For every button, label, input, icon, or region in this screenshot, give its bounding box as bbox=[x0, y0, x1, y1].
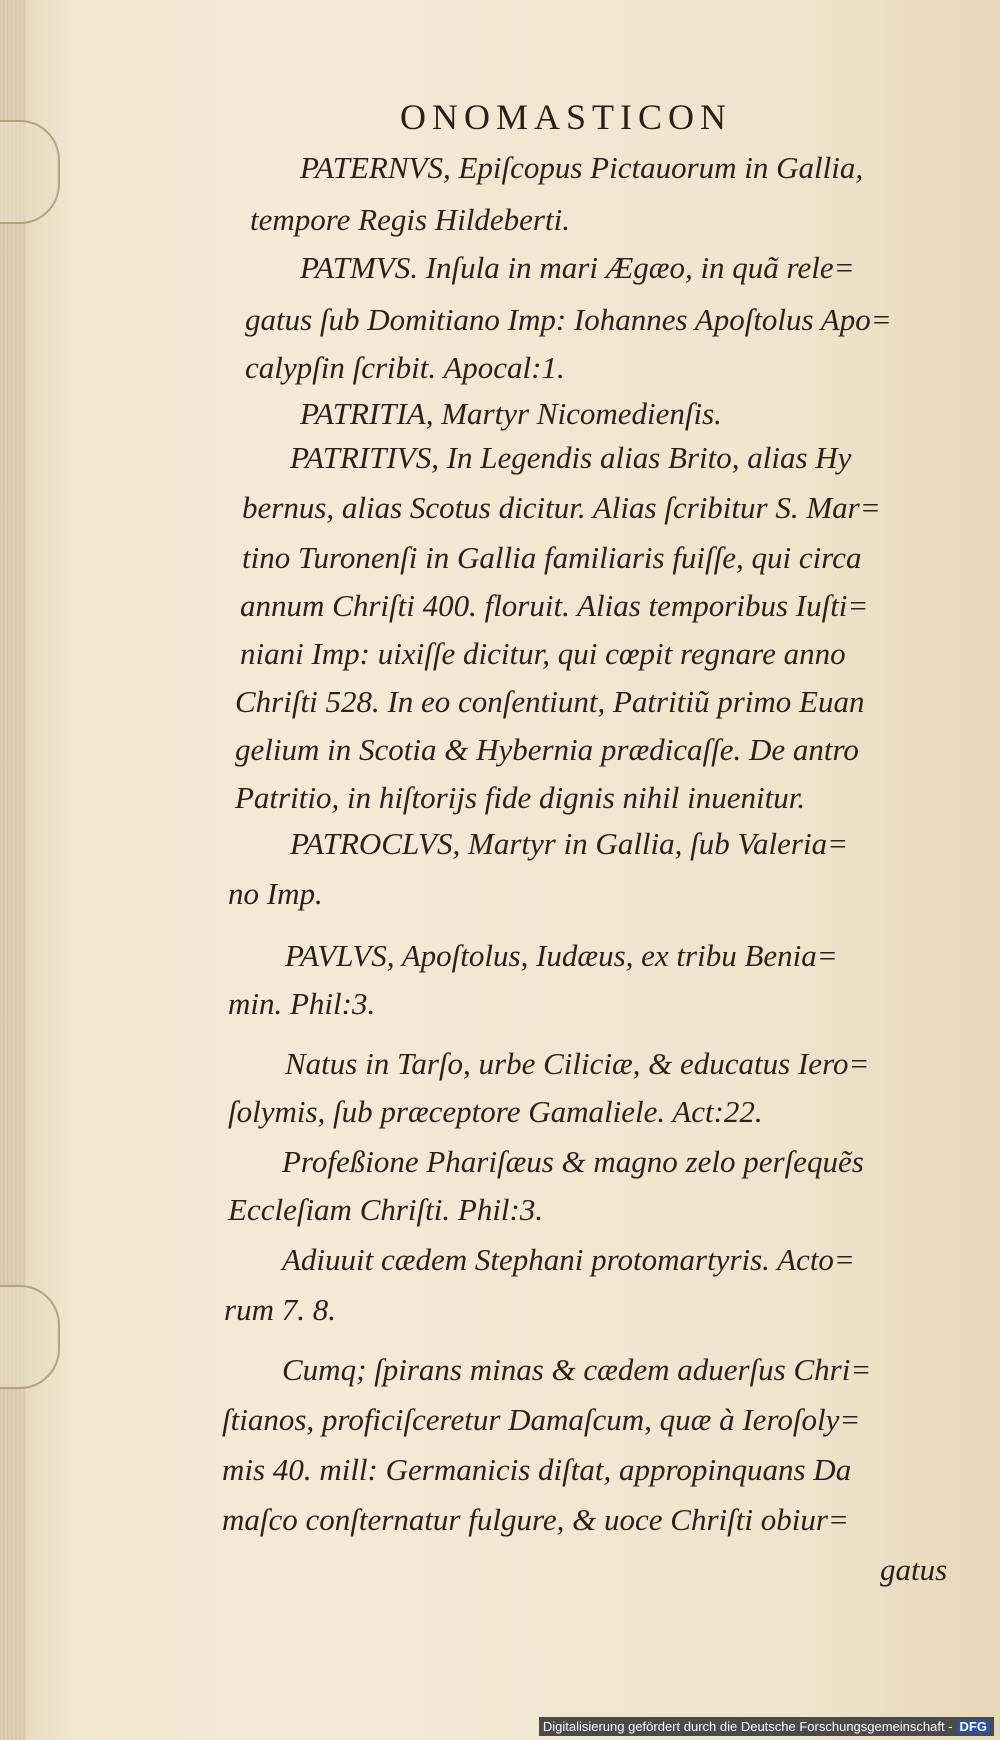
text-line: niani Imp: uixiſſe dicitur, qui cœpit regnare anno bbox=[240, 636, 846, 671]
text-line: PATERNVS, Epiſcopus Pictauorum in Gallia, bbox=[300, 150, 864, 185]
clasp-upper bbox=[0, 120, 60, 224]
clasp-lower bbox=[0, 1285, 60, 1389]
text-line: ſolymis, ſub præceptore Gamaliele. Act:22. bbox=[228, 1094, 763, 1129]
text-line: Cumq; ſpirans minas & cædem aduerſus Chri= bbox=[282, 1352, 872, 1387]
text-line: no Imp. bbox=[228, 876, 323, 911]
catchword: gatus bbox=[880, 1552, 948, 1587]
dfg-logo: DFG bbox=[957, 1719, 990, 1734]
text-line: ſtianos, proficiſceretur Damaſcum, quæ à Ieroſoly= bbox=[222, 1402, 861, 1437]
digitization-credit bbox=[539, 1717, 994, 1736]
text-line: gatus ſub Domitiano Imp: Iohannes Apoſtolus Apo= bbox=[245, 302, 892, 337]
text-line: Chriſti 528. In eo conſentiunt, Patritiũ primo Euan bbox=[235, 684, 865, 719]
text-line: annum Chriſti 400. floruit. Alias temporibus Iuſti= bbox=[240, 588, 869, 623]
text-line: PATRITIVS, In Legendis alias Brito, alias Hy bbox=[290, 440, 852, 475]
text-line: Profeßione Phariſæus & magno zelo perſequẽs bbox=[282, 1144, 864, 1179]
text-line: calypſin ſcribit. Apocal:1. bbox=[245, 350, 565, 385]
text-line: maſco conſternatur fulgure, & uoce Chriſti obiur= bbox=[222, 1502, 849, 1537]
running-header: ONOMASTICON bbox=[400, 97, 733, 137]
text-line: rum 7. 8. bbox=[224, 1292, 336, 1327]
text-line: PATMVS. Inſula in mari Ægæo, in quã rele= bbox=[300, 250, 855, 285]
text-line: tempore Regis Hildeberti. bbox=[250, 202, 570, 237]
text-line: Adiuuit cædem Stephani protomartyris. Acto= bbox=[282, 1242, 855, 1277]
footer-text: Digitalisierung gefördert durch die Deutsche Forschungsgemeinschaft - bbox=[542, 1719, 953, 1734]
text-line: PATROCLVS, Martyr in Gallia, ſub Valeria= bbox=[290, 826, 848, 861]
text-line: mis 40. mill: Germanicis diſtat, appropinquans Da bbox=[222, 1452, 852, 1487]
text-line: tino Turonenſi in Gallia familiaris fuiſſe, qui circa bbox=[242, 540, 862, 575]
text-line: Eccleſiam Chriſti. Phil:3. bbox=[228, 1192, 544, 1227]
text-line: PAVLVS, Apoſtolus, Iudæus, ex tribu Benia= bbox=[285, 938, 838, 973]
text-line: Patritio, in hiſtorijs fide dignis nihil inuenitur. bbox=[235, 780, 806, 815]
text-line: PATRITIA, Martyr Nicomedienſis. bbox=[300, 396, 722, 431]
text-line: Natus in Tarſo, urbe Ciliciæ, & educatus Iero= bbox=[285, 1046, 870, 1081]
text-line: gelium in Scotia & Hybernia prædicaſſe. De antro bbox=[235, 732, 859, 767]
text-line: min. Phil:3. bbox=[228, 986, 376, 1021]
page-edges bbox=[0, 0, 26, 1740]
text-line: bernus, alias Scotus dicitur. Alias ſcribitur S. Mar= bbox=[242, 490, 881, 525]
